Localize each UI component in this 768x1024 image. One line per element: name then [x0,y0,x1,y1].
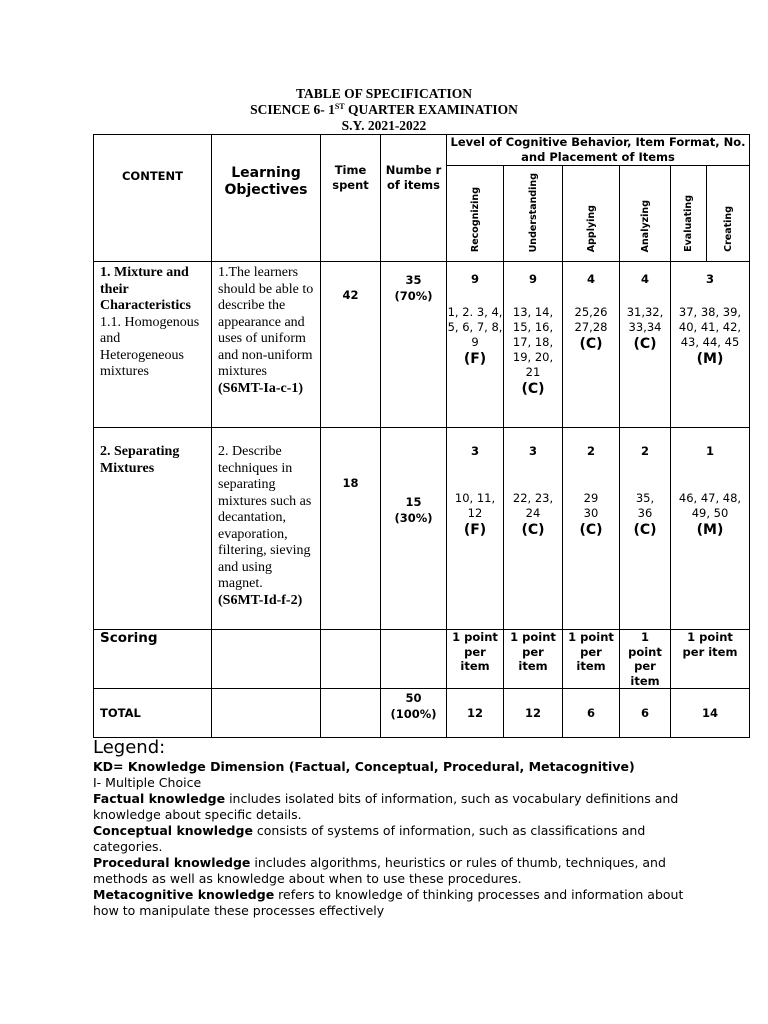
level-label-creating: Creating [722,206,734,252]
row1-recognizing-placement: 1, 2. 3, 4, 5, 6, 7, 8, 9 [447,305,503,349]
row2-analyzing-placement: 35, 36 [635,491,655,520]
scoring-empty-items [381,630,447,689]
row2-recognizing-placement: 10, 11, 12 [454,491,496,520]
legend-term-metacognitive: Metacognitive knowledge [93,887,275,902]
row2-understanding-format: (C) [521,522,545,538]
row2-objective-text: 2. Describe techniques in separating mixtures such as decantation, evaporation, filtering, sieving and using magnet. [218,444,312,591]
row2-analyzing-count: 2 [640,444,649,458]
total-evaluating-creating: 14 [671,689,750,738]
row1-applying [563,262,620,428]
total-label: TOTAL [94,689,212,738]
row1-analyzing-count: 4 [640,272,649,286]
legend-item-type: I- Multiple Choice [93,775,202,790]
specification-table [93,134,750,738]
legend-title: Legend: [93,737,166,758]
row1-analyzing-format: (C) [633,336,657,352]
header-analyzing [620,166,671,262]
total-items-count: 50 [405,691,422,705]
document-title [0,86,768,134]
row2-items-count: 15 [405,495,422,509]
legend-term-procedural: Procedural knowledge [93,855,251,870]
row1-objective-code: (S6MT-Ia-c-1) [218,380,304,396]
level-label-recognizing: Recognizing [469,186,481,252]
total-recognizing: 12 [447,689,504,738]
row1-recognizing-count: 9 [470,272,479,286]
row2-understanding-count: 3 [528,444,537,458]
row1-recognizing-format: (F) [463,351,487,367]
row2-evaluating-creating [671,428,750,630]
row2-analyzing [620,428,671,630]
row1-analyzing [620,262,671,428]
legend-term-factual: Factual knowledge [93,791,226,806]
header-understanding [504,166,563,262]
row2-items-pct: (30%) [394,511,433,525]
row1-content-title: 1. Mixture and their Characteristics [100,265,191,313]
row2-applying [563,428,620,630]
row2-content-title: 2. Separating Mixtures [100,444,180,476]
legend-text-factual: includes isolated bits of information, such as vocabulary definitions and knowledge about specific details. [93,791,679,822]
row1-items-pct: (70%) [394,289,433,303]
scoring-applying: 1 point per item [563,630,620,689]
scoring-label: Scoring [94,630,212,689]
row1-items-count: 35 [405,273,422,287]
level-label-analyzing: Analyzing [639,199,651,252]
header-recognizing [447,166,504,262]
level-label-applying: Applying [585,204,597,252]
scoring-empty-objective [212,630,321,689]
legend-kd: KD= Knowledge Dimension (Factual, Conceptual, Procedural, Metacognitive) [93,759,635,774]
scoring-recognizing: 1 point per item [447,630,504,689]
row2-time-spent: 18 [321,428,381,630]
title-line-2 [0,102,768,118]
row1-time-spent: 42 [321,262,381,428]
scoring-analyzing: 1 point per item [620,630,671,689]
total-applying: 6 [563,689,620,738]
total-empty-time [321,689,381,738]
row1-analyzing-placement: 31,32, 33,34 [626,305,664,334]
row1-applying-placement: 25,26 27,28 [574,305,608,334]
row2-evaluating-count: 1 [706,444,715,458]
title-line-2-suffix: QUARTER EXAMINATION [344,102,518,117]
total-items-pct: (100%) [390,707,437,721]
header-learning-objectives: Learning Objectives [212,135,321,262]
row1-content [94,262,212,428]
scoring-empty-time [321,630,381,689]
scoring-row [94,630,750,689]
total-analyzing: 6 [620,689,671,738]
total-row [94,689,750,738]
row1-objective [212,262,321,428]
row2-items [381,428,447,630]
table-row [94,428,750,630]
row1-objective-text: 1.The learners should be able to describe the appearance and uses of uniform and non-uniform mixtures [218,265,314,379]
row2-recognizing-count: 3 [470,444,479,458]
legend [93,737,693,919]
row2-analyzing-format: (C) [633,522,657,538]
title-line-1: TABLE OF SPECIFICATION [295,86,473,101]
title-line-2-sup: ST [334,102,345,111]
total-empty-objective [212,689,321,738]
row2-evaluating-format: (M) [696,522,724,538]
row1-evaluating-count: 3 [706,272,715,286]
legend-entry-conceptual [93,823,693,855]
header-applying [563,166,620,262]
legend-entry-factual [93,791,693,823]
row1-applying-format: (C) [579,336,603,352]
row2-applying-count: 2 [586,444,595,458]
total-understanding: 12 [504,689,563,738]
header-creating [707,166,750,262]
title-line-3: S.Y. 2021-2022 [341,118,427,133]
header-number-of-items: Numbe r of items [381,135,447,262]
legend-text-metacognitive: refers to knowledge of thinking processes and information about how to manipulate these processes effectively [93,887,684,918]
legend-text-conceptual: consists of systems of information, such as classifications and categories. [93,823,646,854]
row1-evaluating-format: (M) [696,351,724,367]
legend-term-conceptual: Conceptual knowledge [93,823,253,838]
header-time-spent: Time spent [321,135,381,262]
row2-recognizing-format: (F) [463,522,487,538]
table-row [94,262,750,428]
total-items [381,689,447,738]
row1-evaluating-creating [671,262,750,428]
scoring-evaluating-creating: 1 point per item [671,630,750,689]
row1-items [381,262,447,428]
row1-content-sub: 1.1. Homogenous and Heterogeneous mixtures [100,314,200,379]
row1-understanding-format: (C) [521,381,545,397]
row1-understanding-placement: 13, 14, 15, 16, 17, 18, 19, 20, 21 [512,305,554,379]
row2-understanding-placement: 22, 23, 24 [512,491,554,520]
row2-recognizing [447,428,504,630]
legend-entry-procedural [93,855,693,887]
header-content: CONTENT [94,135,212,262]
row2-applying-format: (C) [579,522,603,538]
row2-evaluating-placement: 46, 47, 48, 49, 50 [678,491,742,520]
row1-recognizing [447,262,504,428]
legend-entry-metacognitive [93,887,693,919]
level-label-understanding: Understanding [527,172,539,252]
scoring-understanding: 1 point per item [504,630,563,689]
row2-content [94,428,212,630]
header-evaluating [671,166,707,262]
row2-applying-placement: 29 30 [583,491,599,520]
row2-understanding [504,428,563,630]
level-label-evaluating: Evaluating [683,195,694,252]
legend-text-procedural: includes algorithms, heuristics or rules of thumb, techniques, and methods as well as knowledge about when to use these procedures. [93,855,666,886]
row1-applying-count: 4 [586,272,595,286]
header-cognitive-levels: Level of Cognitive Behavior, Item Format, No. and Placement of Items [447,135,750,166]
row1-evaluating-placement: 37, 38, 39, 40, 41, 42, 43, 44, 45 [678,305,742,349]
row1-understanding [504,262,563,428]
row2-objective-code: (S6MT-Id-f-2) [218,592,303,608]
title-line-2-prefix: SCIENCE 6- 1 [250,102,335,117]
row2-objective [212,428,321,630]
row1-understanding-count: 9 [528,272,537,286]
header-row [94,135,750,166]
